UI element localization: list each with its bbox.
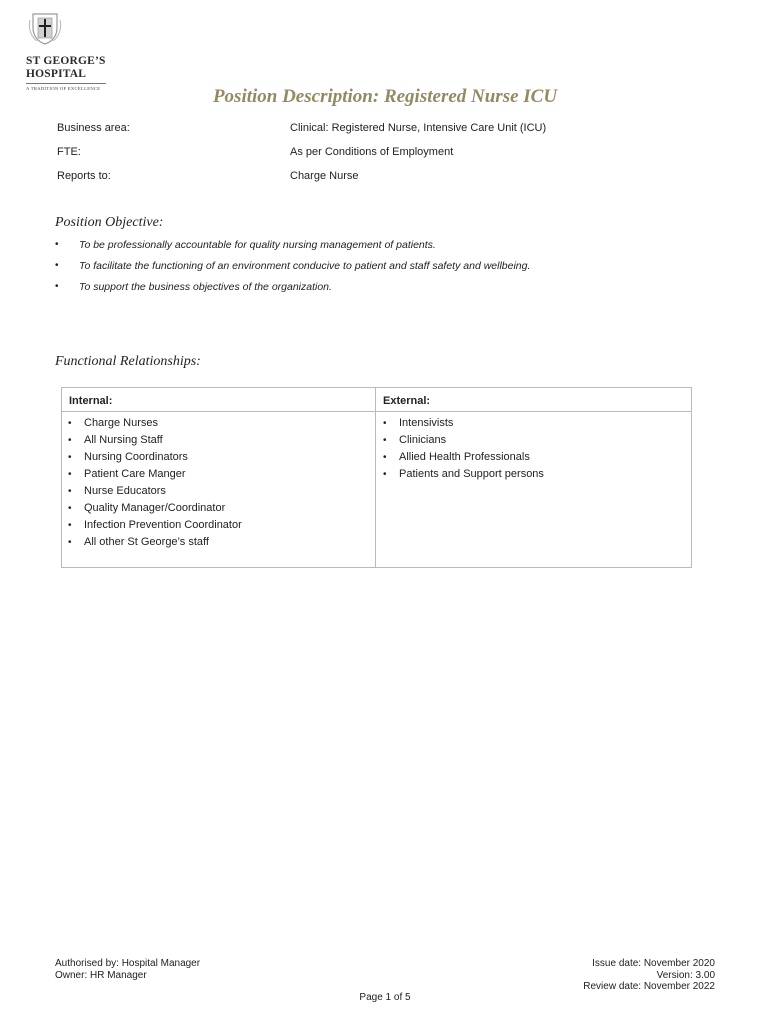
functional-relationships-heading: Functional Relationships: [55,354,201,369]
internal-item: Nursing Coordinators [84,451,188,463]
internal-item: All other St George’s staff [84,536,209,548]
bullet-icon: • [383,452,387,463]
logo-tagline: A TRADITION OF EXCELLENCE [26,86,101,91]
internal-header: Internal: [69,395,113,407]
relationships-table [61,387,692,568]
bullet-icon: • [68,469,72,480]
objective-text: To facilitate the functioning of an environment conducive to patient and staff safety and wellbeing. [79,260,531,272]
external-header: External: [383,395,431,407]
list-item [62,467,242,484]
bullet-icon: • [68,418,72,429]
meta-label: FTE: [57,146,81,158]
objective-list [55,236,530,299]
bullet-icon: • [383,469,387,480]
bullet-icon: • [55,260,59,271]
external-item: Patients and Support persons [399,468,544,480]
bullet-icon: • [68,503,72,514]
external-item: Allied Health Professionals [399,451,530,463]
meta-value: Clinical: Registered Nurse, Intensive Care Unit (ICU) [290,122,547,134]
objective-item [55,236,530,257]
footer-owner: Owner: HR Manager [55,969,147,981]
logo-name-line1: ST GEORGE’S [26,55,106,67]
bullet-icon: • [55,239,59,250]
header-divider [62,411,691,412]
bullet-icon: • [68,537,72,548]
footer-version: Version: 3.00 [656,969,715,981]
bullet-icon: • [68,452,72,463]
meta-label: Reports to: [57,170,111,182]
footer-issue-date: Issue date: November 2020 [592,958,715,969]
bullet-icon: • [68,486,72,497]
objective-text: To support the business objectives of the organization. [79,281,332,293]
objective-text: To be professionally accountable for quality nursing management of patients. [79,239,436,251]
list-item [62,450,242,467]
bullet-icon: • [383,418,387,429]
hospital-logo [26,10,112,91]
bullet-icon: • [68,435,72,446]
meta-value: Charge Nurse [290,170,359,182]
list-item [62,535,242,552]
list-item [62,416,242,433]
internal-list [62,416,242,552]
internal-item: All Nursing Staff [84,434,163,446]
meta-label: Business area: [57,122,130,134]
document-title: Position Description: Registered Nurse ICU [212,86,558,107]
internal-item: Quality Manager/Coordinator [84,502,226,514]
footer-authorised: Authorised by: Hospital Manager [55,958,201,969]
column-divider [375,388,376,567]
position-objective-heading: Position Objective: [55,215,164,230]
footer-left [55,958,200,981]
bullet-icon: • [55,281,59,292]
footer-review-date: Review date: November 2022 [583,981,715,992]
list-item [62,484,242,501]
crest-icon [27,10,63,46]
internal-item: Infection Prevention Coordinator [84,519,242,531]
list-item [62,501,242,518]
logo-name-line2: HOSPITAL [26,67,87,80]
list-item [377,416,544,433]
footer-right [583,958,715,993]
list-item [377,467,544,484]
internal-item: Patient Care Manger [84,468,186,480]
list-item [377,433,544,450]
objective-item [55,278,530,299]
external-item: Clinicians [399,434,447,446]
logo-divider [26,83,106,84]
list-item [377,450,544,467]
page-number: Page 1 of 5 [359,992,411,1003]
objective-item [55,257,530,278]
bullet-icon: • [383,435,387,446]
list-item [62,433,242,450]
internal-item: Nurse Educators [84,485,166,497]
internal-item: Charge Nurses [84,417,158,429]
bullet-icon: • [68,520,72,531]
external-item: Intensivists [399,417,454,429]
list-item [62,518,242,535]
meta-value: As per Conditions of Employment [290,146,454,158]
external-list [377,416,544,484]
